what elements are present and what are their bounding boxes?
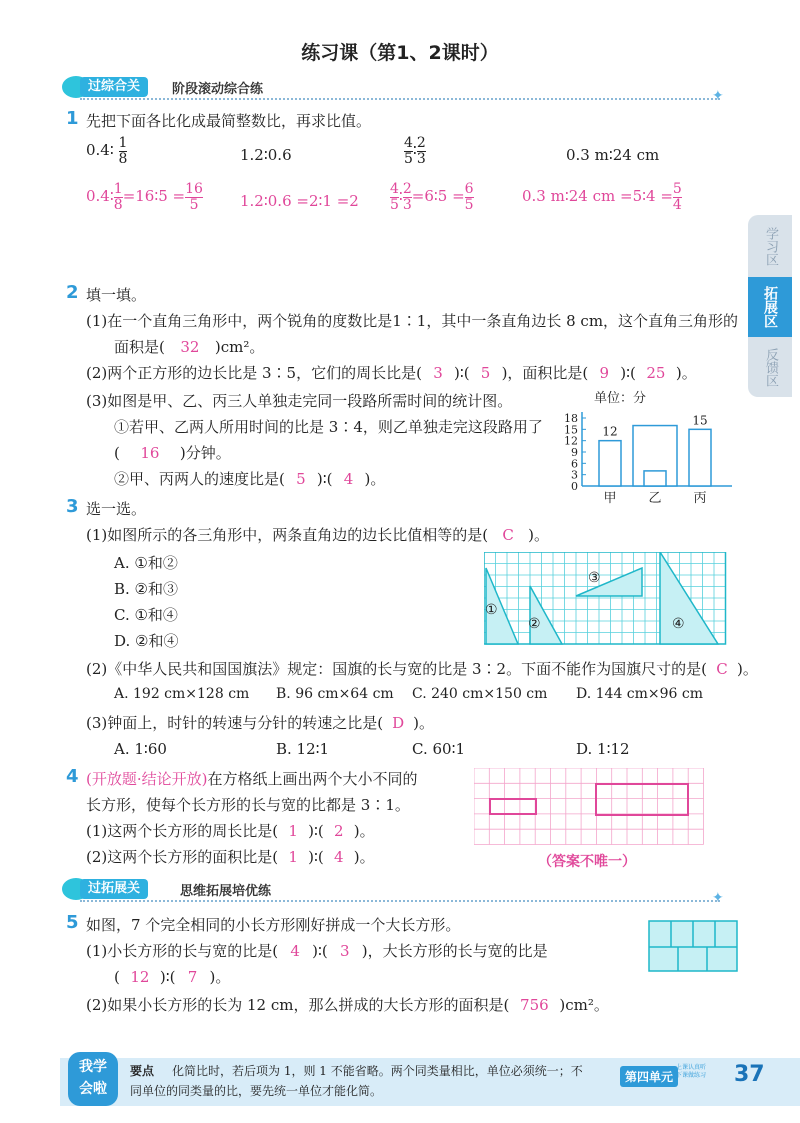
tab-study[interactable]: 学习区	[748, 215, 792, 277]
star-icon: ✦	[712, 88, 724, 104]
y-tick-label: 9	[571, 446, 578, 459]
section-header-2	[62, 878, 724, 906]
option[interactable]: C. 240 cm×150 cm	[412, 686, 548, 702]
section-badge: 过综合关	[80, 77, 148, 97]
y-tick-label: 3	[571, 468, 578, 482]
question-text: 面积是( 32 )cm²。	[114, 338, 265, 356]
page-number: 37	[734, 1062, 765, 1087]
option[interactable]: B. 12∶1	[276, 740, 330, 758]
option[interactable]: A. 192 cm×128 cm	[114, 686, 250, 702]
answer: 0.3 m∶24 cm =5∶4 = $\frac{5}{4}$	[522, 181, 682, 213]
question-text: (2)如果小长方形的长为 12 cm，那么拼成的大长方形的面积是( 756 )cm²。	[86, 996, 609, 1014]
question-text: ②甲、丙两人的速度比是( 5 )∶( 4 )。	[114, 470, 386, 488]
section-subtitle: 思维拓展培优练	[180, 884, 272, 899]
tab-extend[interactable]: 拓展区	[748, 277, 792, 337]
bar	[599, 441, 621, 486]
option[interactable]: C. 60∶1	[412, 740, 466, 758]
section-badge: 过拓展关	[80, 879, 148, 899]
question-text: 填一填。	[86, 286, 147, 304]
answer-note: （答案不唯一）	[538, 854, 636, 870]
question-text: (开放题·结论开放)在方格纸上画出两个大小不同的	[86, 770, 418, 788]
section-subtitle: 阶段滚动综合练	[172, 82, 264, 97]
section-rule	[80, 900, 720, 902]
question-text: (1)如图所示的各三角形中，两条直角边的边长比值相等的是( C )。	[86, 526, 549, 544]
triangle-label: ④	[672, 616, 685, 632]
footer-logo: 我学 会啦	[68, 1052, 118, 1106]
footer	[0, 1050, 800, 1123]
triangle-label: ①	[485, 602, 498, 618]
triangle-2	[530, 586, 562, 644]
question-text: (1)小长方形的长与宽的比是( 4 )∶( 3 )，大长方形的长与宽的比是	[86, 942, 548, 960]
page-title: 练习课（第1、2课时）	[301, 42, 499, 64]
option[interactable]: A. 1∶60	[114, 740, 167, 758]
category-label: 甲	[603, 491, 617, 506]
category-label: 乙	[648, 491, 662, 506]
question-text: 如图，7 个完全相同的小长方形刚好拼成一个大长方形。	[86, 916, 461, 934]
answer: $\frac{4}{5}$ ∶ $\frac{2}{3}$ =6∶5 = $\frac{6}{5}$	[390, 181, 474, 213]
question-text: 长方形，使每个长方形的长与宽的比都是 3∶1。	[86, 796, 410, 814]
side-tabs	[748, 215, 800, 397]
tab-feedback[interactable]: 反馈区	[748, 337, 792, 397]
key-label: 要点	[130, 1064, 155, 1078]
section-rule	[80, 98, 720, 100]
option[interactable]: C. ①和④	[114, 606, 178, 624]
ratio-item: 1.2∶0.6	[240, 146, 292, 164]
slogan: 上课认真听 下课做练习	[676, 1064, 707, 1079]
triangle-grid	[484, 552, 734, 646]
triangle-label: ③	[588, 570, 601, 586]
ratio-item: 0.4∶ $\frac{1}{8}$	[86, 135, 128, 167]
question-tag: (开放题·结论开放)	[86, 770, 208, 788]
answer: 0.4∶ $\frac{1}{8}$ =16∶5 = $\frac{16}{5}$	[86, 181, 203, 213]
question-text: (2)两个正方形的边长比是 3∶5，它们的周长比是( 3 )∶( 5 )，面积比是( 9 )∶( 25 )。	[86, 364, 697, 382]
option[interactable]: B. ②和③	[114, 580, 179, 598]
option[interactable]: D. 144 cm×96 cm	[576, 686, 704, 702]
bar	[689, 429, 711, 486]
data-label: 15	[692, 413, 708, 428]
rectangle-small	[490, 799, 536, 814]
question-number: 3	[66, 496, 79, 517]
y-tick-label: 12	[564, 434, 578, 448]
question-text: ( 16 )分钟。	[114, 444, 231, 462]
question-text: (1)这两个长方形的周长比是( 1 )∶( 2 )。	[86, 822, 375, 840]
ratio-item: 0.3 m∶24 cm	[566, 146, 660, 164]
question-text: (1)在一个直角三角形中，两个锐角的度数比是1∶1，其中一条直角边长 8 cm，这个直角三角形的	[86, 312, 739, 330]
y-tick-label: 6	[571, 457, 578, 471]
triangle-label: ②	[528, 616, 541, 632]
option[interactable]: D. ②和④	[114, 632, 179, 650]
question-text: (2)《中华人民共和国国旗法》规定：国旗的长与宽的比是 3∶2。下面不能作为国旗尺寸的是( C )。	[86, 660, 758, 678]
option[interactable]: A. ①和②	[114, 554, 178, 572]
question-number: 5	[66, 912, 79, 933]
question-text: (3)如图是甲、乙、丙三人单独走完同一段路所需时间的统计图。	[86, 392, 513, 410]
question-text: (3)钟面上，时针的转速与分针的转速之比是( D )。	[86, 714, 434, 732]
question-text: 先把下面各比化成最简整数比，再求比值。	[86, 112, 372, 130]
question-number: 4	[66, 766, 79, 787]
bar-chart	[552, 388, 742, 510]
bar-inner	[644, 471, 666, 486]
unit-label: 第四单元	[620, 1066, 678, 1087]
question-number: 2	[66, 282, 79, 303]
chart-unit-label: 单位：分	[594, 391, 647, 406]
question-text: 选一选。	[86, 500, 147, 518]
y-tick-label: 18	[564, 412, 578, 425]
question-text: ( 12 )∶( 7 )。	[114, 968, 231, 986]
option[interactable]: D. 1∶12	[576, 740, 630, 758]
triangle-3	[576, 568, 642, 596]
answer: 1.2∶0.6 =2∶1 =2	[240, 192, 359, 210]
category-label: 丙	[693, 491, 707, 506]
section-header-1	[62, 76, 724, 104]
option[interactable]: B. 96 cm×64 cm	[276, 686, 394, 702]
ratio-item: $\frac{4}{5}$ ∶ $\frac{2}{3}$	[404, 135, 426, 167]
pink-grid	[474, 768, 724, 846]
key-text: 同单位的同类量的比，要先统一单位才能化简。	[130, 1084, 383, 1098]
y-tick-label: 15	[564, 423, 578, 437]
y-tick-label: 0	[571, 480, 578, 493]
key-text: 化简比时，若后项为 1，则 1 不能省略。两个同类量相比，单位必须统一；不	[172, 1064, 583, 1078]
star-icon: ✦	[712, 890, 724, 906]
data-label: 12	[602, 424, 618, 439]
question-text: ①若甲、乙两人所用时间的比是 3∶4，则乙单独走完这段路用了	[114, 418, 543, 436]
question-text: (2)这两个长方形的面积比是( 1 )∶( 4 )。	[86, 848, 375, 866]
question-number: 1	[66, 108, 79, 129]
rectangle-tiling	[648, 920, 738, 972]
